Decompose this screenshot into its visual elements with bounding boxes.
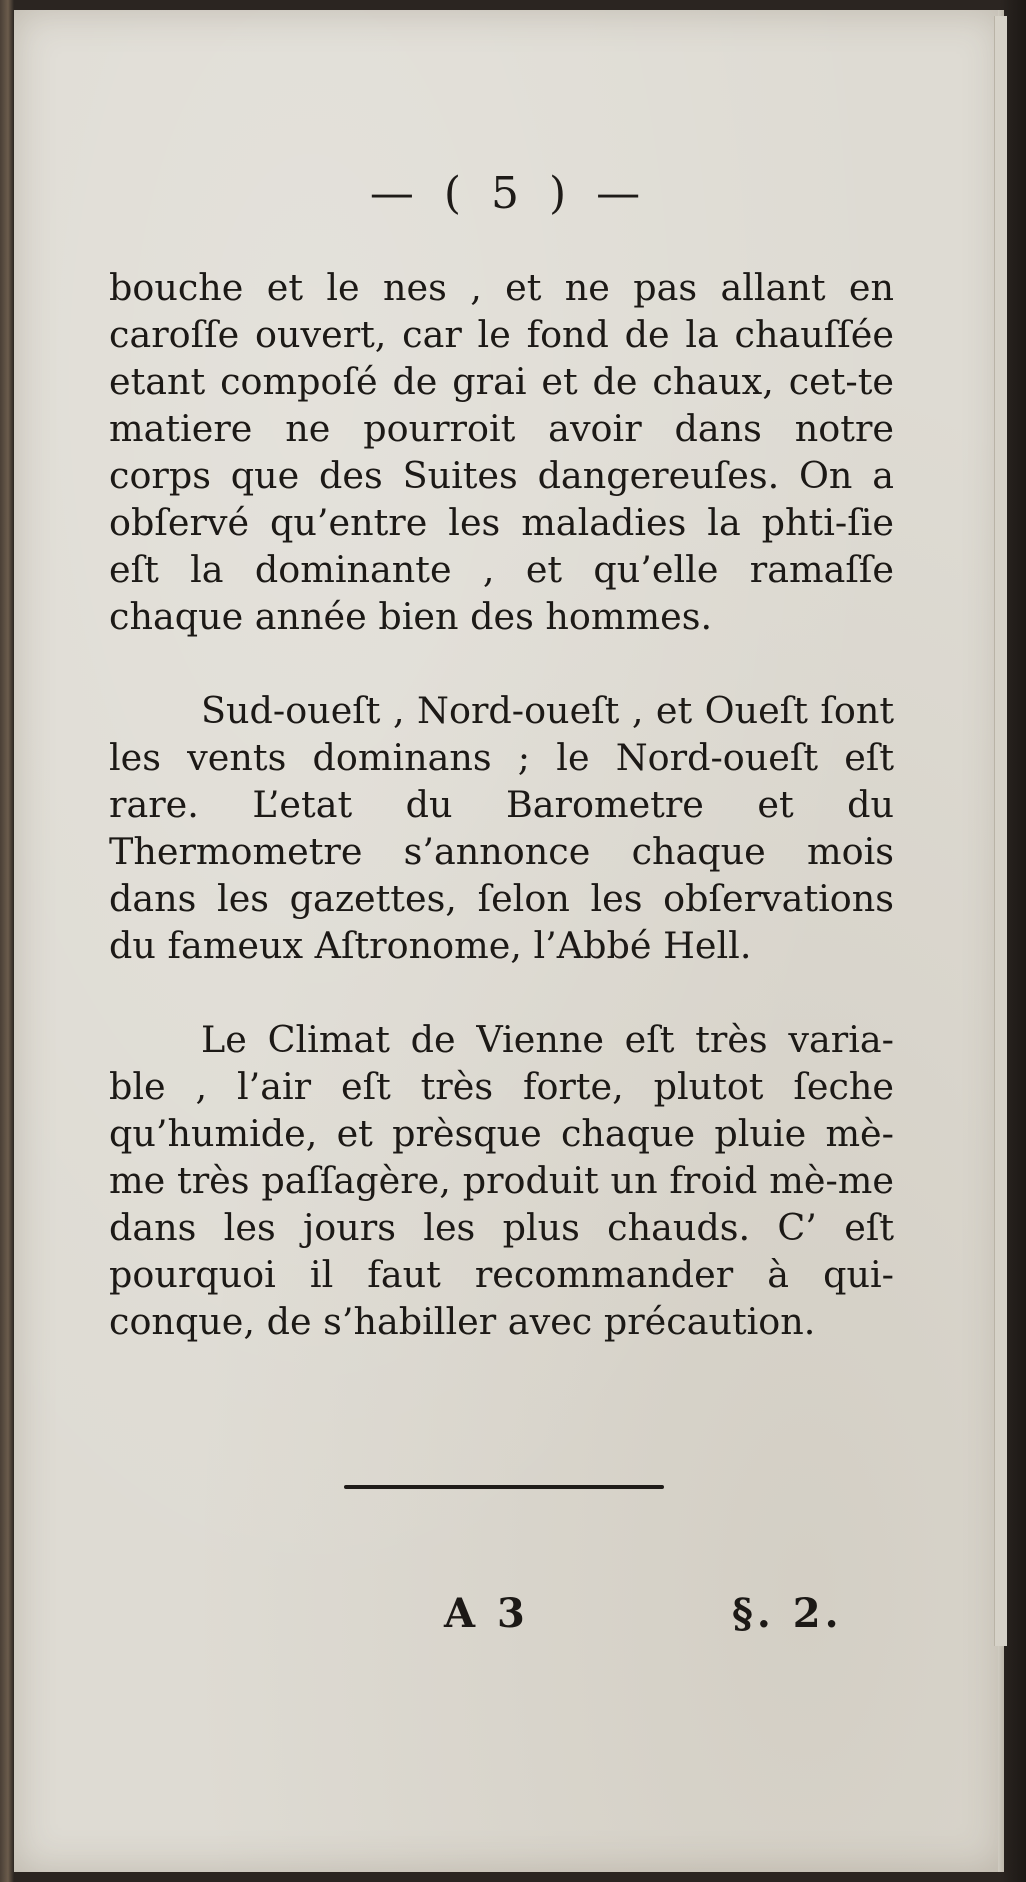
paragraph-3: Le Climat de Vienne eſt très varia-ble , l’air eſt très forte, plutot ſeche qu’humide, et prèsque chaque pluie mè-me très paſſagère, produit un froid mè-me dans les jours les plus chauds. C’ eſt pourquoi il faut recommander à qui-conque, de s’habiller avec précaution. — [109, 1018, 894, 1343]
paragraph-1: bouche et le nes , et ne pas allant en caroſſe ouvert, car le fond de la chauſſée etant compoſé de grai et de chaux, cet-te matiere ne pourroit avoir dans notre corps que des Suites dangereuſes. On a obſervé qu’entre les maladies la phti-ſie eſt la dominante , et qu’elle ramaſſe chaque année bien des hommes. — [109, 266, 894, 638]
body-text — [109, 264, 894, 1345]
page-number-header: — ( 5 ) — — [369, 168, 649, 219]
catchword: §. 2. — [732, 1590, 843, 1637]
book-page — [14, 10, 1004, 1872]
signature-mark: A 3 — [444, 1590, 529, 1637]
inset-page-edge — [994, 16, 1007, 1646]
end-rule — [344, 1485, 664, 1489]
paragraph-2: Sud-oueſt , Nord-oueſt , et Oueſt ſont les vents dominans ; le Nord-oueſt eſt rare. L’etat du Barometre et du Thermometre s’annonce chaque mois dans les gazettes, ſelon les obſervations du fameux Aſtronome, l’Abbé Hell. — [109, 689, 894, 967]
